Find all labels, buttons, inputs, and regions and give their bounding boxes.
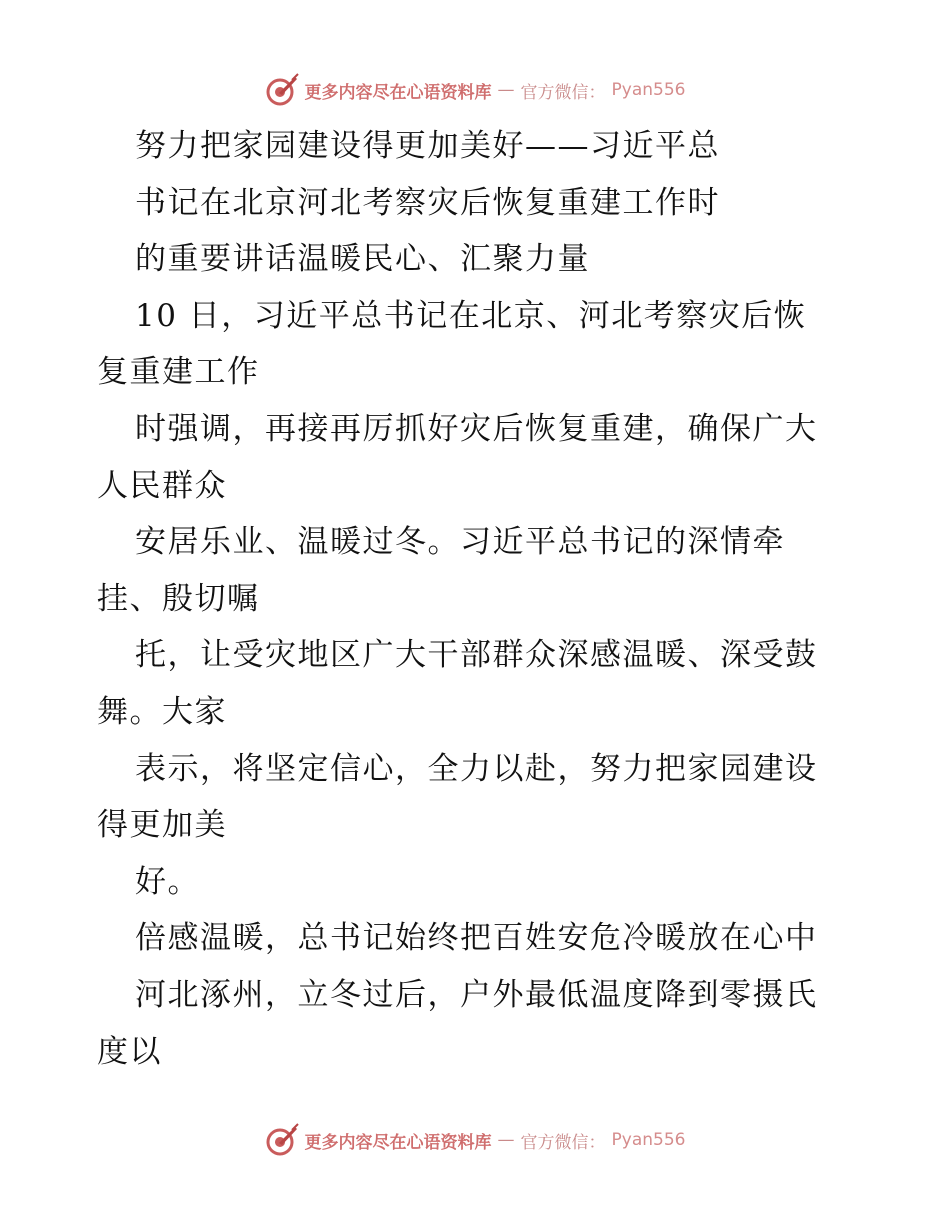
paragraph-line: 努力把家园建设得更加美好——习近平总 xyxy=(135,128,720,164)
paragraph-line: 得更加美 xyxy=(97,807,227,844)
watermark-main-text: 更多内容尽在心语资料库 xyxy=(304,1132,492,1153)
watermark-dash: — xyxy=(497,80,515,100)
watermark-wechat-id: Pyan556 xyxy=(611,1130,686,1150)
document-body xyxy=(97,118,857,1080)
watermark-sub-text: 官方微信： xyxy=(520,1132,606,1153)
quill-seal-icon xyxy=(265,1123,299,1157)
watermark-sub-text: 官方微信： xyxy=(520,82,606,103)
paragraph-line: 时强调，再接再厉抓好灾后恢复重建，确保广大 xyxy=(135,410,818,447)
paragraph-line: 挂、殷切嘱 xyxy=(97,580,260,617)
paragraph-line: 好。 xyxy=(135,863,200,900)
paragraph-line: 人民群众 xyxy=(97,467,227,504)
paragraph-line: 安居乐业、温暖过冬。习近平总书记的深情牵 xyxy=(135,524,785,561)
paragraph-line: 表示，将坚定信心，全力以赴，努力把家园建设 xyxy=(135,750,818,787)
paragraph-line: 的重要讲话温暖民心、汇聚力量 xyxy=(135,241,590,278)
paragraph-line: 托，让受灾地区广大干部群众深感温暖、深受鼓 xyxy=(135,637,818,674)
paragraph-line: 河北涿州，立冬过后，户外最低温度降到零摄氏 xyxy=(135,976,818,1013)
paragraph-line: 书记在北京河北考察灾后恢复重建工作时 xyxy=(135,184,720,221)
quill-seal-icon xyxy=(265,73,299,107)
paragraph-line: 舞。大家 xyxy=(97,693,227,730)
watermark-dash: — xyxy=(497,1130,515,1150)
watermark-main-text: 更多内容尽在心语资料库 xyxy=(304,82,492,103)
footer-watermark xyxy=(0,1122,950,1158)
paragraph-line: 倍感温暖，总书记始终把百姓安危冷暖放在心中 xyxy=(135,920,818,957)
paragraph-line: 度以 xyxy=(97,1033,162,1070)
paragraph-line: 复重建工作 xyxy=(97,354,260,391)
paragraph-line: 10 日，习近平总书记在北京、河北考察灾后恢 xyxy=(135,297,807,334)
header-watermark xyxy=(0,72,950,108)
watermark-wechat-id: Pyan556 xyxy=(611,80,686,100)
